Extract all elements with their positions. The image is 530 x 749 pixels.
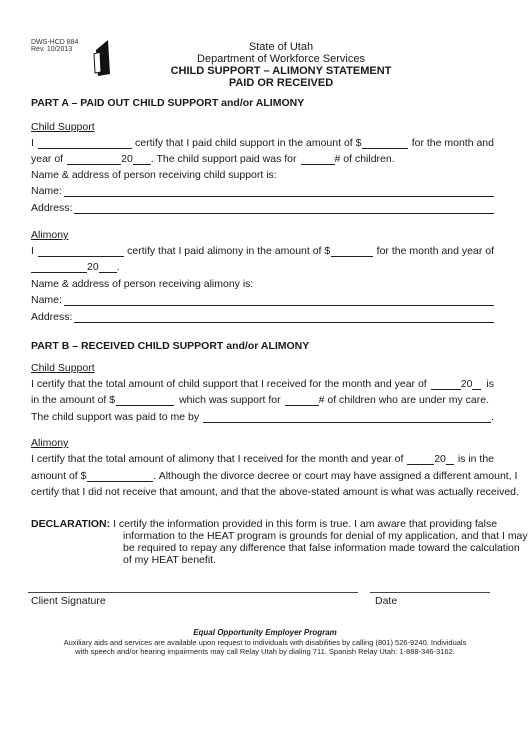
declaration-line4: of my HEAT benefit. xyxy=(123,554,216,566)
cs-recipient-address-field[interactable] xyxy=(74,202,494,214)
text: I xyxy=(31,137,34,149)
alimony-paid-year-field[interactable] xyxy=(99,261,117,273)
cs-paid-month-field[interactable] xyxy=(67,153,121,165)
part-a-child-support-label: Child Support xyxy=(31,121,95,133)
utah-logo-icon xyxy=(92,38,112,78)
text: 20 xyxy=(460,378,473,390)
text: which was support for xyxy=(179,394,281,406)
date-label: Date xyxy=(375,595,398,607)
part-a-al-line2 xyxy=(31,261,120,273)
text: 20 xyxy=(121,153,133,165)
part-b-al-line2 xyxy=(31,470,517,482)
form-subtitle: PAID OR RECEIVED xyxy=(228,77,334,89)
alimony-recipient-name-field[interactable] xyxy=(64,294,494,306)
part-a-heading: PART A – PAID OUT CHILD SUPPORT and/or ALIMONY xyxy=(31,97,305,109)
alimony-payer-name-field[interactable] xyxy=(38,245,124,257)
cs-paid-by-field[interactable] xyxy=(203,411,491,423)
state-name: State of Utah xyxy=(248,41,314,53)
text: certify that I paid child support in the amount of $ xyxy=(135,137,362,149)
text: I certify the information provided in this form is true. I am aware that providing false xyxy=(113,518,498,530)
text: certify that I did not receive that amount, and that the above-stated amount is what was actually received. xyxy=(31,486,519,498)
cs-paid-amount-field[interactable] xyxy=(362,137,407,149)
text: year of xyxy=(31,153,64,165)
part-b-cs-line3 xyxy=(31,411,494,423)
text: in the amount of $ xyxy=(31,394,116,406)
part-a-al-address-row xyxy=(31,311,494,323)
date-line[interactable] xyxy=(370,592,490,593)
part-b-al-line1 xyxy=(31,453,494,465)
text: Name: xyxy=(31,294,62,306)
text: . xyxy=(116,261,120,273)
text: for the month and xyxy=(411,137,494,149)
alimony-recipient-address-field[interactable] xyxy=(74,311,494,323)
cs-received-year-field[interactable] xyxy=(472,378,481,390)
text: Address: xyxy=(31,202,73,214)
text: . The child support paid was for xyxy=(150,153,297,165)
part-b-heading: PART B – RECEIVED CHILD SUPPORT and/or ALIMONY xyxy=(31,340,310,352)
text: 20 xyxy=(434,453,446,465)
text: Address: xyxy=(31,311,73,323)
part-a-cs-line2 xyxy=(31,153,494,165)
part-a-cs-address-row xyxy=(31,202,494,214)
text: 20 xyxy=(87,261,99,273)
part-a-cs-line3 xyxy=(31,169,277,181)
department-name: Department of Workforce Services xyxy=(197,53,365,65)
form-title: CHILD SUPPORT – ALIMONY STATEMENT xyxy=(170,65,392,77)
text: for the month and year of xyxy=(376,245,494,257)
cs-received-month-field[interactable] xyxy=(431,378,461,390)
text: amount of $ xyxy=(31,470,87,482)
client-signature-label: Client Signature xyxy=(31,595,106,607)
declaration-label: DECLARATION: xyxy=(31,518,111,530)
part-a-al-name-row xyxy=(31,294,494,306)
text: is in the xyxy=(457,453,494,465)
part-b-child-support-label: Child Support xyxy=(31,362,95,374)
alimony-paid-amount-field[interactable] xyxy=(331,245,372,257)
declaration-line3: be required to repay any difference that false information made toward the calculation xyxy=(123,542,520,554)
text: Name: xyxy=(31,185,62,197)
text: . Although the divorce decree or court may have assigned a different amount, I xyxy=(153,470,518,482)
part-a-al-line1 xyxy=(31,245,494,257)
text: I xyxy=(31,245,34,257)
part-a-cs-name-row xyxy=(31,185,494,197)
text: I certify that the total amount of alimony that I received for the month and year of xyxy=(31,453,404,465)
alimony-received-month-field[interactable] xyxy=(407,453,434,465)
cs-paid-children-field[interactable] xyxy=(301,153,335,165)
cs-received-children-field[interactable] xyxy=(285,394,319,406)
part-b-al-line3 xyxy=(31,486,519,498)
part-b-cs-line1 xyxy=(31,378,494,390)
form-id: DWS-HCD 884 xyxy=(31,39,79,46)
declaration-line1 xyxy=(31,518,497,530)
cs-received-amount-field[interactable] xyxy=(116,394,174,406)
form-revision: Rev. 10/2013 xyxy=(31,46,73,53)
footer-line1: Auxiliary aids and services are available upon request to individuals with disabilities by calling (801) 526-9240. Individuals xyxy=(63,638,467,647)
part-a-alimony-label: Alimony xyxy=(31,229,69,241)
alimony-received-year-field[interactable] xyxy=(446,453,454,465)
text: # of children. xyxy=(334,153,395,165)
declaration-line2: information to the HEAT program is grounds for denial of my application, and that I may xyxy=(123,530,528,542)
payer-name-field[interactable] xyxy=(38,137,132,149)
text: . xyxy=(491,411,494,423)
text: # of children who are under my care. xyxy=(318,394,490,406)
client-signature-line[interactable] xyxy=(28,592,358,593)
text: certify that I paid alimony in the amount of $ xyxy=(127,245,331,257)
alimony-received-amount-field[interactable] xyxy=(87,470,153,482)
text: is xyxy=(486,378,494,390)
text: Name & address of person receiving child support is: xyxy=(31,169,277,181)
part-a-al-line3 xyxy=(31,278,253,290)
cs-recipient-name-field[interactable] xyxy=(64,185,494,197)
part-b-alimony-label: Alimony xyxy=(31,437,69,449)
footer-eoe: Equal Opportunity Employer Program xyxy=(193,628,337,637)
part-b-cs-line2 xyxy=(31,394,489,406)
cs-paid-year-field[interactable] xyxy=(133,153,151,165)
text: I certify that the total amount of child support that I received for the month and year of xyxy=(31,378,427,390)
part-a-cs-line1 xyxy=(31,137,494,149)
footer-line2: with speech and/or hearing impairments may call Relay Utah by dialing 711. Spanish Relay Utah: 1-888-346-3162. xyxy=(75,647,455,656)
text: The child support was paid to me by xyxy=(31,411,200,423)
text: Name & address of person receiving alimony is: xyxy=(31,278,254,290)
alimony-paid-month-field[interactable] xyxy=(31,261,87,273)
